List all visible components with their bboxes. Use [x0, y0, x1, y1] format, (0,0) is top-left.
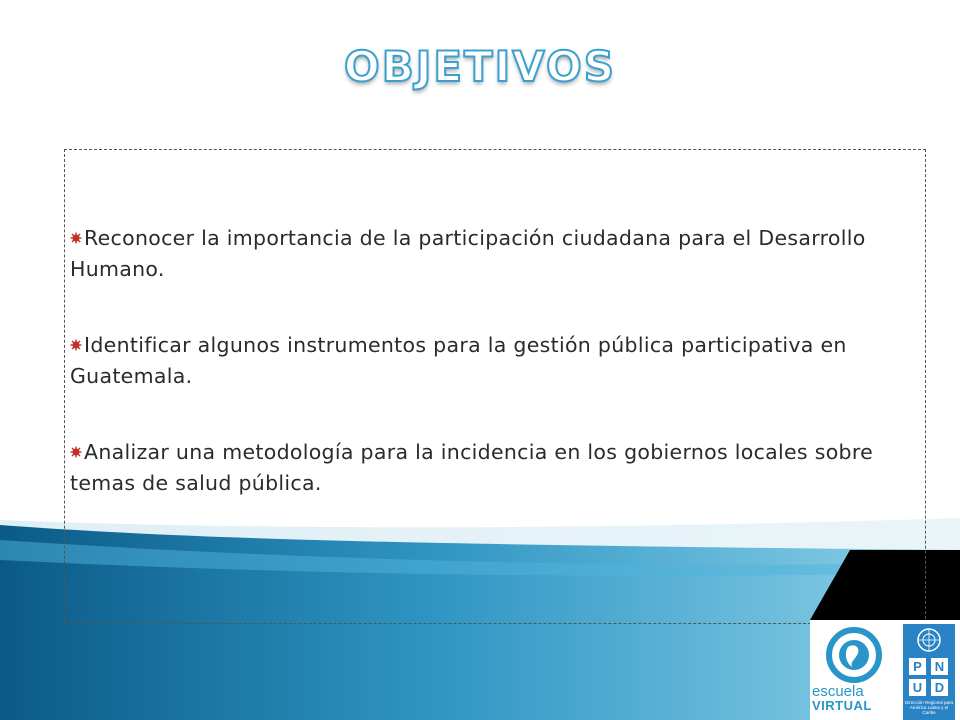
flower-bullet-icon — [70, 232, 82, 244]
list-item — [70, 330, 910, 392]
slide-title: OBJETIVOS — [343, 42, 617, 91]
objectives-list — [70, 223, 910, 544]
list-item — [70, 223, 910, 285]
pnud-letter: D — [931, 679, 948, 696]
pnud-letter: U — [909, 679, 926, 696]
pnud-caption: Dirección Regional para América Latina y el Caribe — [904, 700, 954, 715]
list-item — [70, 437, 910, 499]
flower-bullet-icon — [70, 446, 82, 458]
flower-bullet-icon — [70, 339, 82, 351]
escuela-logo-line2: VIRTUAL — [812, 698, 872, 713]
escuela-logo-line1: escuela — [812, 683, 864, 700]
objective-text: Analizar una metodología para la incidencia en los gobiernos locales sobre temas de salud pública. — [70, 440, 874, 495]
objective-text: Identificar algunos instrumentos para la gestión pública participativa en Guatemala. — [70, 333, 847, 388]
objective-text: Reconocer la importancia de la participación ciudadana para el Desarrollo Humano. — [70, 226, 866, 281]
pnud-letter: N — [931, 658, 948, 675]
un-emblem-icon — [903, 626, 955, 656]
pnud-letter: P — [909, 658, 926, 675]
